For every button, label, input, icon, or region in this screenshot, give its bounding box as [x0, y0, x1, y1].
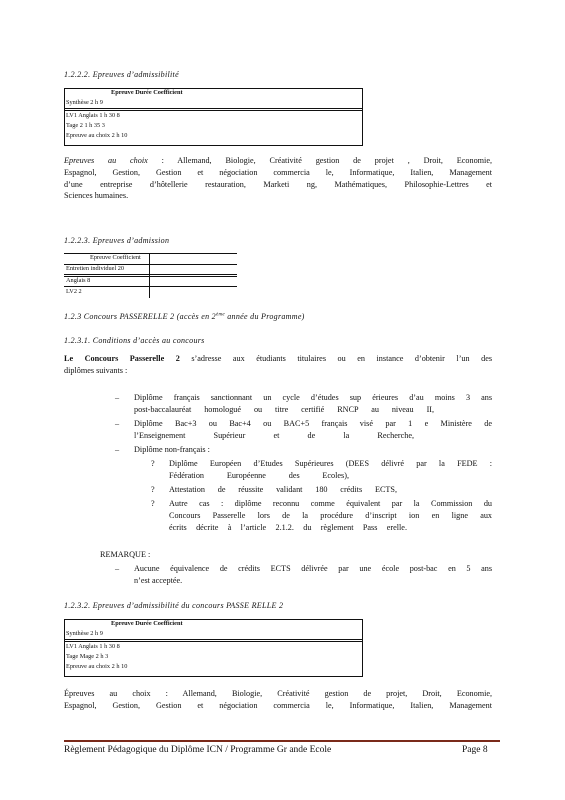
table-header: Epreuve Coefficient [90, 254, 141, 261]
table-row: LV1 Anglais 1 h 30 8 [66, 112, 120, 119]
remark-label: REMARQUE : [100, 550, 151, 559]
table-row: LV1 Anglais 1 h 30 8 [66, 643, 120, 650]
section-heading-1-2-3-2: 1.2.3.2. Epreuves d’admissibilité du concours PASSE RELLE 2 [64, 601, 284, 610]
section-heading-1-2-3-1: 1.2.3.1. Conditions d’accès au concours [64, 336, 205, 345]
paragraph-line: Le Concours Passerelle 2 s’adresse aux étudiants titulaires ou en instance d’obtenir l’un des [64, 354, 493, 363]
sub-bullet-marker: ? [151, 485, 155, 494]
table-row: Anglais 8 [66, 277, 91, 284]
paragraph-line: d’une entreprise d’hôtellerie restauration, Marketi ng, Mathématiques, Philosophie-Lettres et [64, 179, 493, 189]
table-row: Tage 2 1 h 35 3 [66, 122, 105, 129]
sub-bullet-marker: ? [151, 459, 155, 468]
bullet-marker: – [115, 419, 120, 428]
table-row: Tage Mage 2 h 3 [66, 653, 109, 660]
table-header: Epreuve Durée Coefficient [111, 89, 183, 96]
section-heading-1-2-2-3: 1.2.2.3. Epreuves d’admission [64, 236, 170, 245]
footer-rule [64, 740, 500, 742]
passerelle-admissibility-table [64, 619, 363, 677]
list-item: Attestation de réussite validant 180 crédits ECTS, [169, 485, 398, 494]
list-item: Aucune équivalence de crédits ECTS délivrée par une école post-bac en 5 ans n’est acceptée. [134, 564, 493, 585]
list-item: Diplôme Bac+3 ou Bac+4 ou BAC+5 français visé par 1 e Ministère de l’Enseignement Supérieur et de la Recherche, [134, 419, 493, 440]
table-row: LV2 2 [66, 288, 82, 295]
section-heading-1-2-3: 1.2.3 Concours PASSERELLE 2 (accès en 2ème année du Programme) [64, 312, 305, 321]
sub-bullet-marker: ? [151, 499, 155, 508]
optional-exams-paragraph [64, 155, 492, 202]
paragraph-line: Épreuves au choix : Allemand, Biologie, Créativité gestion de projet, Droit, Economie, [64, 689, 493, 698]
section-heading-1-2-2-2: 1.2.2.2. Epreuves d’admissibilité [64, 70, 179, 79]
bullet-marker: – [115, 445, 120, 454]
page-number: Page 8 [462, 745, 488, 755]
list-item: Autre cas : diplôme reconnu comme équivalent par la Commission du Concours Passerelle lors de la procédure d’inscript ion en ligne aux écrits décrite à l’article 2.1.2. du règlement Pass erelle. [169, 499, 493, 532]
table-row: Synthèse 2 h 9 [66, 630, 103, 637]
paragraph-line: diplômes suivants : [64, 365, 128, 375]
paragraph-line: Epreuves au choix : Allemand, Biologie, Créativité gestion de projet , Droit, Economie, [64, 156, 493, 165]
paragraph-line: Sciences humaines. [64, 191, 129, 201]
list-item: Diplôme non-français : [134, 445, 210, 454]
table-header: Epreuve Durée Coefficient [111, 620, 183, 627]
list-item: Diplôme Européen d’Etudes Supérieures (DEES délivré par la FEDE : Fédération Européenne des Ecoles), [169, 459, 493, 480]
bullet-marker: – [115, 564, 120, 573]
admissibility-table [64, 88, 363, 146]
list-item: Diplôme français sanctionnant un cycle d’études sup érieures d’au moins 3 ans post-baccalauréat homologué ou titre certifié RNCP au niveau II, [134, 393, 493, 414]
optional-exams-paragraph-2 [64, 688, 492, 712]
paragraph-line: Espagnol, Gestion, Gestion et négociation commercia le, Informatique, Italien, Management [64, 700, 493, 710]
intro-paragraph [64, 353, 492, 377]
table-row: Epreuve au choix 2 h 10 [66, 132, 128, 139]
bullet-marker: – [115, 393, 120, 402]
paragraph-line: Espagnol, Gestion, Gestion et négociation commercia le, Informatique, Italien, Management [64, 167, 493, 177]
footer-title: Règlement Pédagogique du Diplôme ICN / Programme Gr ande Ecole [64, 745, 332, 755]
table-row: Entretien individuel 20 [66, 265, 125, 272]
table-row: Synthèse 2 h 9 [66, 99, 103, 106]
admission-table [64, 253, 237, 299]
table-row: Epreuve au choix 2 h 10 [66, 663, 128, 670]
